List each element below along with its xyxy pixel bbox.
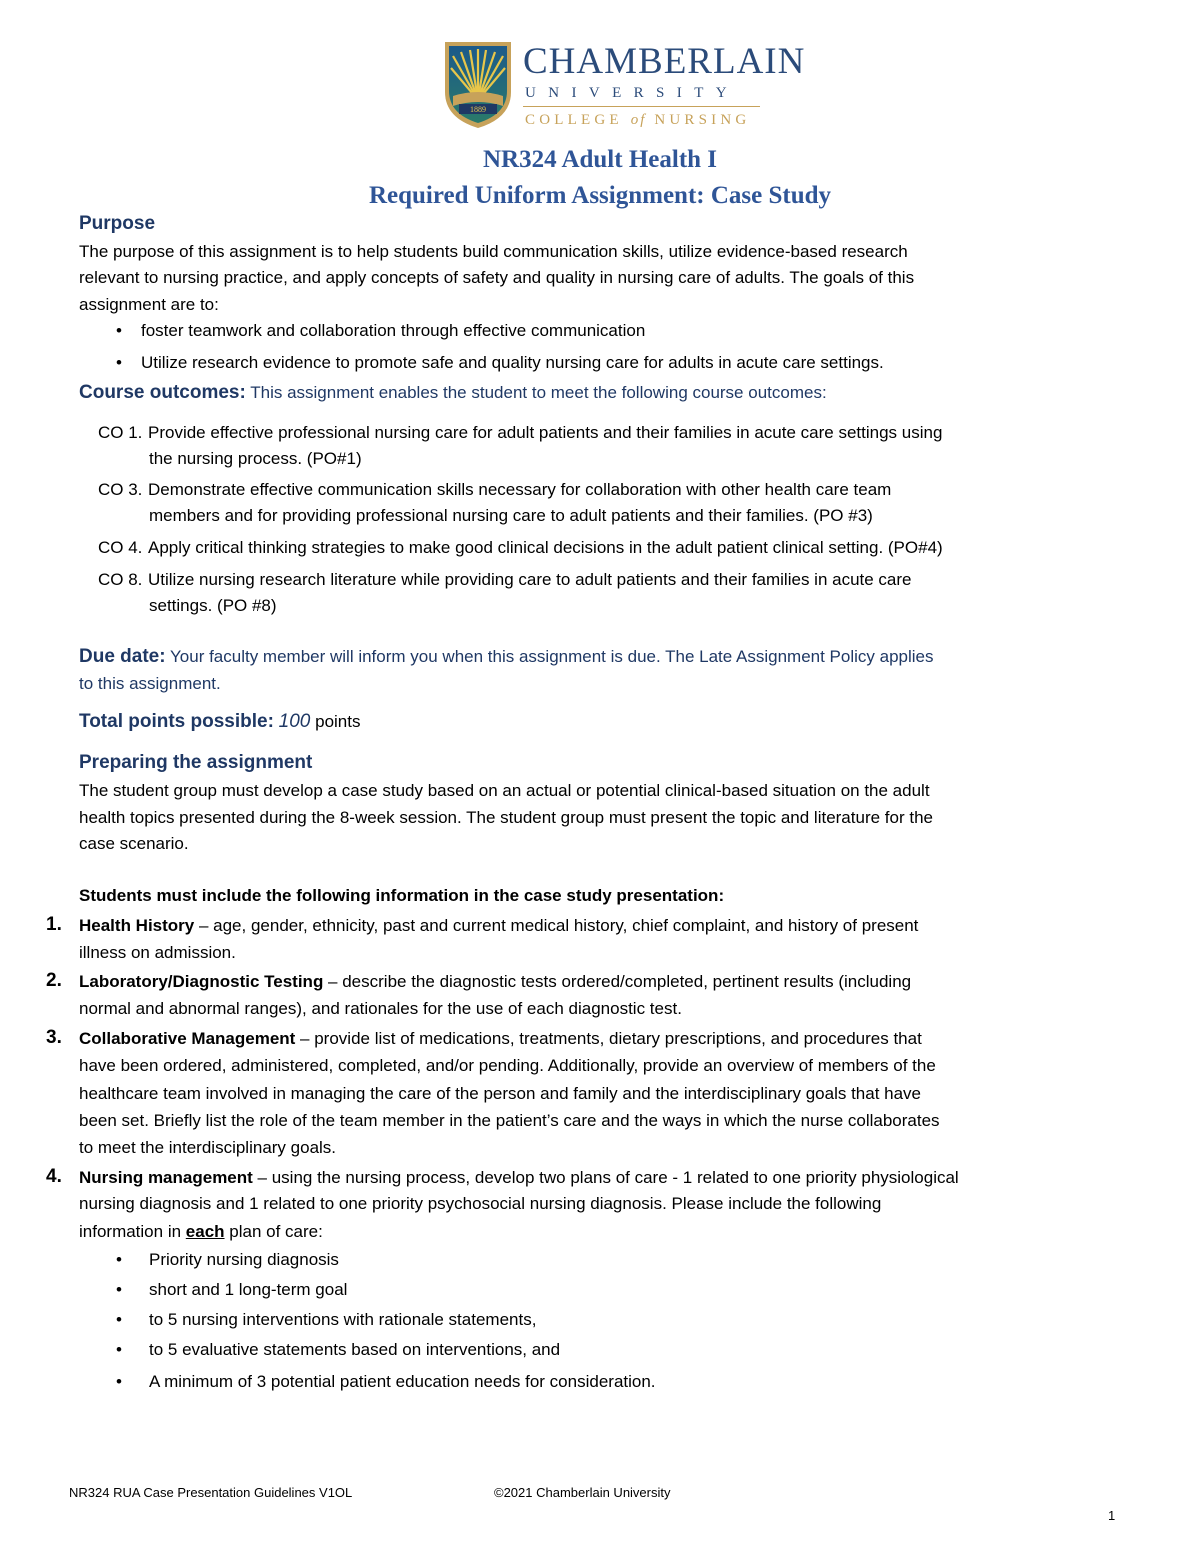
list-item-line: illness on admission. (79, 943, 236, 962)
points-value: 100 (278, 711, 311, 732)
bullet-icon: • (116, 1280, 122, 1299)
bullet-icon: • (116, 321, 122, 340)
include-heading: Students must include the following information in the case study presentation: (79, 886, 725, 905)
plan-item: A minimum of 3 potential patient education needs for consideration. (149, 1372, 656, 1391)
co-text: Provide effective professional nursing care for adult patients and their families in acute care settings using (148, 423, 943, 442)
list-item-line: have been ordered, administered, completed, and/or pending. Additionally, provide an overview of members of the (79, 1056, 936, 1075)
co-label: CO 4. (98, 538, 143, 557)
bullet-icon: • (116, 1372, 122, 1391)
preparing-line: case scenario. (79, 834, 189, 853)
co-text: Demonstrate effective communication skills necessary for collaboration with other health care team (148, 480, 892, 499)
purpose-line: The purpose of this assignment is to help students build communication skills, utilize evidence-based research (79, 242, 908, 261)
due-date-line: to this assignment. (79, 674, 221, 693)
item-number: 1. (46, 914, 62, 935)
course-outcomes-heading: Course outcomes: (79, 382, 246, 403)
list-item-line: been set. Briefly list the role of the team member in the patient’s care and the ways in which the nurse collaborates (79, 1111, 940, 1130)
item-number: 2. (46, 970, 62, 991)
co-text: the nursing process. (PO#1) (149, 449, 362, 468)
purpose-heading: Purpose (79, 213, 156, 234)
list-item-line: to meet the interdisciplinary goals. (79, 1138, 337, 1157)
logo-college: COLLEGE of NURSING (525, 112, 751, 128)
due-date-heading: Due date: (79, 646, 166, 667)
logo-divider (523, 106, 760, 107)
list-item-line: information in each plan of care: (79, 1222, 323, 1241)
list-item: Collaborative Management – provide list of medications, treatments, dietary prescriptions, and procedures that (79, 1029, 922, 1048)
bullet-icon: • (116, 1340, 122, 1359)
page-number: 1 (1108, 1508, 1116, 1523)
list-item-line: normal and abnormal ranges), and rationales for the use of each diagnostic test. (79, 999, 682, 1018)
list-item: Nursing management – using the nursing process, develop two plans of care - 1 related to one priority physiological (79, 1168, 959, 1187)
footer-document-id: NR324 RUA Case Presentation Guidelines V1OL (69, 1485, 353, 1500)
item-number: 3. (46, 1027, 62, 1048)
plan-item: to 5 nursing interventions with rationale statements, (149, 1310, 537, 1329)
shield-crest-icon (443, 40, 513, 130)
logo-name: CHAMBERLAIN (523, 41, 806, 82)
list-item: Health History – age, gender, ethnicity, past and current medical history, chief complaint, and history of present (79, 916, 919, 935)
purpose-line: relevant to nursing practice, and apply concepts of safety and quality in nursing care of adults. The goals of this (79, 268, 915, 287)
points-heading: Total points possible: (79, 711, 274, 732)
course-outcomes-intro: Course outcomes: This assignment enables the student to meet the following course outcomes: (79, 382, 827, 403)
purpose-line: assignment are to: (79, 295, 219, 314)
preparing-heading: Preparing the assignment (79, 752, 313, 773)
document-subtitle: Required Uniform Assignment: Case Study (368, 182, 832, 209)
goal-item: Utilize research evidence to promote safe and quality nursing care for adults in acute care settings. (141, 353, 884, 372)
co-label: CO 1. (98, 423, 143, 442)
due-date: Due date: Your faculty member will inform you when this assignment is due. The Late Assignment Policy applies (79, 646, 934, 667)
list-item-line: healthcare team involved in managing the care of the person and family and the interdisciplinary goals that have (79, 1084, 922, 1103)
bullet-icon: • (116, 353, 122, 372)
university-logo (443, 40, 806, 132)
plan-item: Priority nursing diagnosis (149, 1250, 339, 1269)
bullet-icon: • (116, 1250, 122, 1269)
co-label: CO 3. (98, 480, 143, 499)
total-points: Total points possible: 100 points (79, 711, 361, 732)
document-title: NR324 Adult Health I (482, 146, 718, 173)
bullet-icon: • (116, 1310, 122, 1329)
plan-item: to 5 evaluative statements based on interventions, and (149, 1340, 561, 1359)
footer-copyright: ©2021 Chamberlain University (494, 1485, 671, 1500)
co-text: settings. (PO #8) (149, 596, 277, 615)
co-label: CO 8. (98, 570, 143, 589)
item-number: 4. (46, 1166, 62, 1187)
co-text: Apply critical thinking strategies to make good clinical decisions in the adult patient clinical setting. (PO#4) (148, 538, 943, 557)
preparing-line: health topics presented during the 8-week session. The student group must present the topic and literature for the (79, 808, 933, 827)
co-text: Utilize nursing research literature while providing care to adult patients and their families in acute care (148, 570, 912, 589)
list-item-line: nursing diagnosis and 1 related to one priority psychosocial nursing diagnosis. Please include the following (79, 1194, 882, 1213)
preparing-line: The student group must develop a case study based on an actual or potential clinical-based situation on the adult (79, 781, 930, 800)
seal-year: 1889 (470, 105, 486, 114)
co-text: members and for providing professional nursing care to adult patients and their families. (PO #3) (149, 506, 873, 525)
list-item: Laboratory/Diagnostic Testing – describe the diagnostic tests ordered/completed, pertinent results (including (79, 972, 912, 991)
plan-item: short and 1 long-term goal (149, 1280, 348, 1299)
logo-university: UNIVERSITY (525, 85, 739, 101)
goal-item: foster teamwork and collaboration through effective communication (141, 321, 646, 340)
